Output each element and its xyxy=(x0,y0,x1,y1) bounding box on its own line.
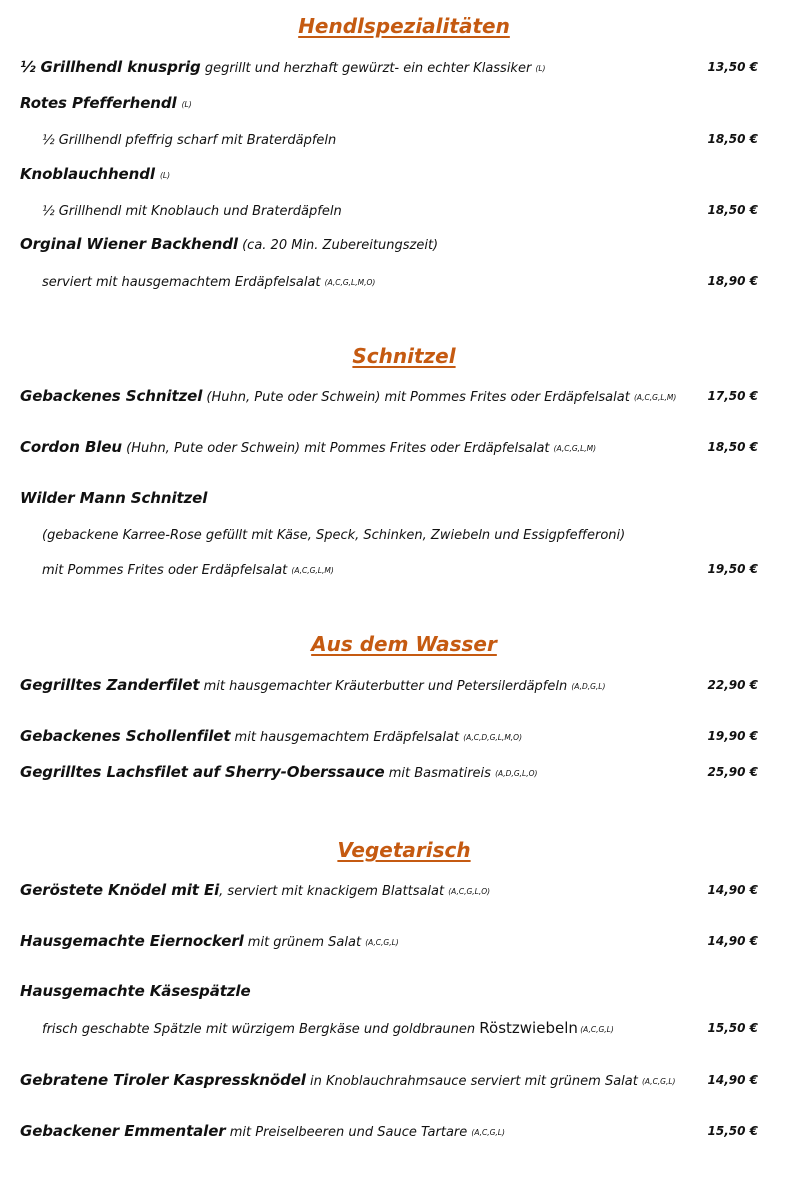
allergen-codes: (A,C,G,L,M,O) xyxy=(324,278,376,287)
menu-item xyxy=(0,164,800,186)
dish-price: 22,90 € xyxy=(707,678,758,692)
allergen-codes: (A,C,G,L,O) xyxy=(448,887,491,896)
dish-price: 25,90 € xyxy=(707,765,758,779)
dish-description-extra: Röstzwiebeln xyxy=(479,1019,578,1037)
dish-description: (gebackene Karree-Rose gefüllt mit Käse, Speck, Schinken, Zwiebeln und Essigpfefferoni) xyxy=(42,528,626,543)
dish-description: (Huhn, Pute oder Schwein) mit Pommes Frites oder Erdäpfelsalat xyxy=(121,441,554,456)
menu-item xyxy=(0,1121,800,1143)
dish-description: mit Pommes Frites oder Erdäpfelsalat xyxy=(42,563,292,578)
dish-price: 15,50 € xyxy=(707,1021,758,1035)
dish-description: mit grünem Salat xyxy=(243,935,366,950)
dish-description: mit Preiselbeeren und Sauce Tartare xyxy=(225,1125,472,1140)
dish-description: , serviert mit knackigem Blattsalat xyxy=(219,884,449,899)
allergen-codes: (A,D,G,L,O) xyxy=(495,769,538,778)
menu-item xyxy=(0,234,800,256)
allergen-codes: (A,C,D,G,L,M,O) xyxy=(463,733,523,742)
menu-item xyxy=(0,488,800,510)
menu-item xyxy=(0,1070,800,1092)
dish-name: Cordon Bleu xyxy=(20,438,122,456)
dish-price: 18,50 € xyxy=(707,440,758,454)
dish-price: 14,90 € xyxy=(707,883,758,897)
section-title-vegetarisch: Vegetarisch xyxy=(337,838,471,862)
dish-price: 18,50 € xyxy=(707,132,758,146)
menu-item-detail xyxy=(0,1018,800,1040)
menu-item xyxy=(0,675,800,697)
menu-item xyxy=(0,437,800,459)
dish-description: mit hausgemachtem Erdäpfelsalat xyxy=(230,730,464,745)
menu-item xyxy=(0,931,800,953)
section-title-schnitzel: Schnitzel xyxy=(352,344,456,368)
dish-description: serviert mit hausgemachtem Erdäpfelsalat xyxy=(42,275,325,290)
dish-description: (ca. 20 Min. Zubereitungszeit) xyxy=(237,238,439,253)
dish-name: Rotes Pfefferhendl xyxy=(20,94,177,112)
menu-item xyxy=(0,762,800,784)
allergen-codes: (A,C,G,L) xyxy=(365,938,399,947)
dish-name: Knoblauchhendl xyxy=(20,165,155,183)
dish-name: Wilder Mann Schnitzel xyxy=(20,489,208,507)
allergen-codes: (A,C,G,L) xyxy=(471,1128,505,1137)
dish-description: ½ Grillhendl mit Knoblauch und Braterdäpfeln xyxy=(42,204,342,219)
dish-price: 18,90 € xyxy=(707,274,758,288)
allergen-codes: (A,C,G,L) xyxy=(641,1077,676,1086)
menu-item xyxy=(0,93,800,115)
menu-item-detail xyxy=(0,271,800,293)
dish-price: 14,90 € xyxy=(707,934,758,948)
allergen-codes: (L) xyxy=(535,64,546,73)
dish-name: Gebackenes Schnitzel xyxy=(20,387,203,405)
dish-name: Gebackener Emmentaler xyxy=(20,1122,226,1140)
dish-name: Hausgemachte Käsespätzle xyxy=(20,982,251,1000)
allergen-codes: (A,D,G,L) xyxy=(571,682,606,691)
dish-name: Gegrilltes Zanderfilet xyxy=(20,676,200,694)
dish-description: ½ Grillhendl pfeffrig scharf mit Braterdäpfeln xyxy=(42,133,337,148)
dish-price: 14,90 € xyxy=(707,1073,758,1087)
allergen-codes: (A,C,G,L,M) xyxy=(633,393,677,402)
dish-price: 18,50 € xyxy=(707,203,758,217)
menu-item xyxy=(0,386,800,408)
dish-price: 19,50 € xyxy=(707,562,758,576)
section-title-wasser: Aus dem Wasser xyxy=(311,632,497,656)
dish-name: Geröstete Knödel mit Ei xyxy=(20,881,220,899)
dish-description: gegrillt und herzhaft gewürzt- ein echter Klassiker xyxy=(200,61,536,76)
allergen-codes: (L) xyxy=(159,171,170,180)
menu-item-detail xyxy=(0,524,800,546)
menu-item-detail xyxy=(0,129,800,151)
dish-description: mit Basmatireis xyxy=(384,766,496,781)
dish-price: 13,50 € xyxy=(707,60,758,74)
dish-name: Gebackenes Schollenfilet xyxy=(20,727,231,745)
menu-item-detail xyxy=(0,200,800,222)
allergen-codes: (L) xyxy=(181,100,192,109)
menu-item xyxy=(0,57,800,79)
dish-price: 19,90 € xyxy=(707,729,758,743)
allergen-codes: (A,C,G,L) xyxy=(577,1025,614,1034)
dish-price: 17,50 € xyxy=(707,389,758,403)
menu-item xyxy=(0,726,800,748)
dish-description: mit hausgemachter Kräuterbutter und Petersilerdäpfeln xyxy=(199,679,572,694)
dish-name: Orginal Wiener Backhendl xyxy=(20,235,238,253)
dish-name: Gebratene Tiroler Kaspressknödel xyxy=(20,1071,306,1089)
dish-description: in Knoblauchrahmsauce serviert mit grünem Salat xyxy=(305,1074,642,1089)
dish-description: frisch geschabte Spätzle mit würzigem Bergkäse und goldbraunen xyxy=(42,1022,480,1037)
dish-description: (Huhn, Pute oder Schwein) mit Pommes Frites oder Erdäpfelsalat xyxy=(202,390,634,405)
dish-price: 15,50 € xyxy=(707,1124,758,1138)
section-title-hendl: Hendlspezialitäten xyxy=(298,14,510,38)
menu-item-detail xyxy=(0,559,800,581)
allergen-codes: (A,C,G,L,M) xyxy=(553,444,597,453)
dish-name: Gegrilltes Lachsfilet auf Sherry-Oberssauce xyxy=(20,763,385,781)
allergen-codes: (A,C,G,L,M) xyxy=(291,566,334,575)
menu-item xyxy=(0,880,800,902)
dish-name: Hausgemachte Eiernockerl xyxy=(20,932,244,950)
dish-name: ½ Grillhendl knusprig xyxy=(20,58,201,76)
menu-item xyxy=(0,981,800,1003)
